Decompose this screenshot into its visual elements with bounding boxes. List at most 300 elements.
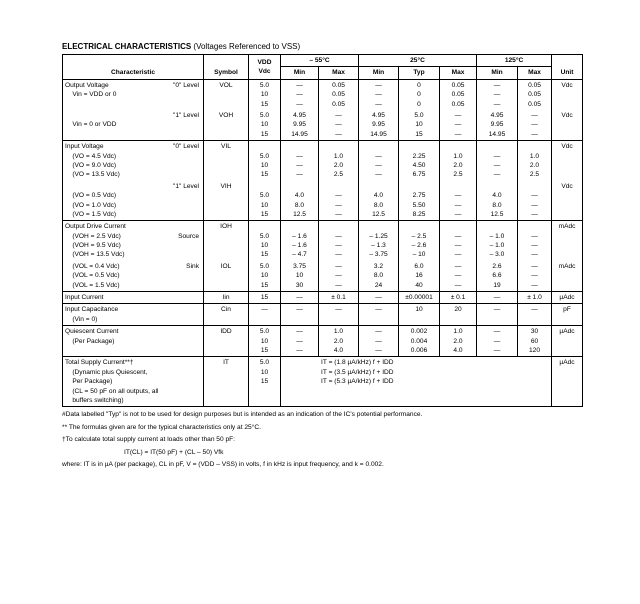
t2typ-cell xyxy=(399,141,440,181)
cell-line: — xyxy=(335,281,342,289)
cell-line: 10 xyxy=(260,242,269,250)
cell-line: — xyxy=(335,272,342,280)
unit-cell: Vdc xyxy=(552,110,583,141)
cell-line: ± 1.0 xyxy=(527,294,542,302)
cell-line: 12.5 xyxy=(293,210,306,218)
t2min-cell xyxy=(359,221,399,261)
vdd-cell xyxy=(249,357,281,407)
cell-line: — xyxy=(335,192,342,200)
characteristic-line xyxy=(65,315,201,324)
cell-line: 40 xyxy=(415,281,423,289)
characteristic-text: (VO = 9.0 Vdc) xyxy=(65,161,117,169)
cell-line: 4.95 xyxy=(490,111,504,119)
header-characteristic: Characteristic xyxy=(63,55,204,80)
cell-line: 5.0 xyxy=(259,111,270,119)
t2max-cell xyxy=(440,292,477,304)
characteristic-text: (VO = 1.5 Vdc) xyxy=(65,210,117,218)
symbol-cell: IDD xyxy=(204,326,249,357)
cell-line: 2.0 xyxy=(333,337,344,345)
cell-line: — xyxy=(375,294,382,302)
cell-line: 2.5 xyxy=(529,171,540,179)
unit-cell: mAdc xyxy=(552,261,583,292)
symbol-cell: IOL xyxy=(204,261,249,292)
cell-line: — xyxy=(531,210,538,218)
t2max-cell xyxy=(440,261,477,292)
cell-line: — xyxy=(531,306,538,314)
unit-cell: mAdc xyxy=(552,221,583,261)
cell-line: — xyxy=(454,232,462,240)
characteristic-text: (Vin = 0) xyxy=(65,315,98,323)
characteristic-cell xyxy=(63,110,204,141)
cell-line: 30 xyxy=(530,328,539,336)
characteristic-text: (VO = 1.0 Vdc) xyxy=(65,201,117,209)
cell-line: 15 xyxy=(260,281,269,289)
cell-line: — xyxy=(454,111,462,119)
cell-line xyxy=(520,222,549,231)
t3max-cell xyxy=(518,326,552,357)
cell-line: — xyxy=(493,306,501,314)
cell-line: 0 xyxy=(417,100,421,108)
cell-line: – 1.0 xyxy=(489,232,505,240)
cell-line: — xyxy=(335,251,342,259)
cell-line: — xyxy=(296,91,303,99)
cell-line: — xyxy=(375,152,382,160)
t1max-cell xyxy=(319,181,359,221)
cell-line: 2.0 xyxy=(333,161,344,169)
t2min-cell xyxy=(359,110,399,141)
cell-line: 0.05 xyxy=(332,91,345,99)
cell-line: 30 xyxy=(295,281,304,289)
vdd-cell xyxy=(249,141,281,181)
characteristic-text: (Per Package) xyxy=(65,337,115,345)
cell-line: — xyxy=(531,281,538,289)
t1min-cell xyxy=(281,141,319,181)
header-symbol: Symbol xyxy=(204,55,249,80)
title-text: ELECTRICAL CHARACTERISTICS xyxy=(62,42,192,51)
cell-line: — xyxy=(335,242,342,250)
cell-line: 8.0 xyxy=(492,201,502,209)
cell-line: 9.95 xyxy=(293,121,306,129)
cell-line: — xyxy=(335,210,342,218)
cell-line xyxy=(442,142,474,151)
t2min-cell xyxy=(359,261,399,292)
cell-line: 2.75 xyxy=(412,192,426,200)
cell-line: ±0.00001 xyxy=(405,294,433,302)
cell-line: — xyxy=(296,346,303,354)
cell-line: — xyxy=(296,100,303,108)
t2min-cell xyxy=(359,292,399,304)
cell-line: — xyxy=(493,152,501,160)
cell-line: — xyxy=(531,232,538,240)
section-title xyxy=(62,42,582,51)
cell-line: 15 xyxy=(260,251,269,259)
cell-line: 1.0 xyxy=(453,152,463,160)
cell-line xyxy=(283,182,316,191)
cell-line: — xyxy=(454,201,462,209)
cell-line: – 1.25 xyxy=(369,232,388,240)
symbol-cell: VIL xyxy=(204,141,249,181)
table-row xyxy=(63,304,583,326)
cell-line: — xyxy=(454,251,462,259)
cell-line xyxy=(520,142,549,151)
cell-line: 5.0 xyxy=(259,81,270,89)
symbol-cell: IOH xyxy=(204,221,249,261)
datasheet-section xyxy=(62,42,582,471)
cell-line: 19 xyxy=(493,281,501,289)
cell-line: 10 xyxy=(415,306,423,314)
cell-line: — xyxy=(296,81,303,89)
characteristic-line xyxy=(65,293,201,302)
footnote-line: where: IT is in µA (per package), CL in pF, V = (VDD – VSS) in volts, f in kHz is input frequency, and k = 0.002. xyxy=(62,460,384,468)
cell-line: 12.5 xyxy=(372,210,385,218)
cell-line: — xyxy=(493,100,501,108)
characteristic-text: (VOH = 9.5 Vdc) xyxy=(65,242,121,250)
t2typ-cell xyxy=(399,261,440,292)
cell-line: 9.95 xyxy=(490,121,504,129)
characteristic-line xyxy=(65,250,201,259)
cell-line: — xyxy=(493,171,501,179)
cell-line: 0.05 xyxy=(528,81,541,89)
cell-line: — xyxy=(454,281,462,289)
cell-line xyxy=(401,222,437,231)
cell-line: 12.5 xyxy=(490,210,504,218)
cell-line: Per Package) xyxy=(65,378,113,386)
table-row xyxy=(63,141,583,181)
cell-line: — xyxy=(335,121,342,129)
header-vdd-unit: Vdc xyxy=(258,67,271,75)
characteristic-line xyxy=(65,271,201,280)
cell-line: 15 xyxy=(260,346,269,354)
cell-line: — xyxy=(335,130,342,138)
unit-cell: µAdc xyxy=(552,292,583,304)
cell-line: 2.0 xyxy=(453,161,463,169)
cell-line: 5.0 xyxy=(414,111,424,119)
cell-line: 10 xyxy=(260,272,269,280)
cell-line: – 2.5 xyxy=(411,232,427,240)
cell-line xyxy=(479,182,515,191)
cell-line: — xyxy=(375,81,382,89)
t2max-cell xyxy=(440,79,477,110)
cell-line: 2.5 xyxy=(453,171,463,179)
t3min-cell xyxy=(477,304,518,326)
cell-line: — xyxy=(296,337,303,345)
cell-line: – 1.0 xyxy=(489,242,505,250)
characteristic-cell xyxy=(63,221,204,261)
t1max-cell xyxy=(319,292,359,304)
cell-line: 0.002 xyxy=(410,328,428,336)
characteristic-line xyxy=(65,327,201,336)
t2max-cell xyxy=(440,181,477,221)
t1max-cell xyxy=(319,141,359,181)
footnotes xyxy=(62,409,582,471)
cell-line: 15 xyxy=(260,378,269,386)
cell-line: — xyxy=(493,91,501,99)
cell-line: 24 xyxy=(374,281,383,289)
characteristic-text: (VOL = 0.4 Vdc) xyxy=(65,262,120,270)
footnote-line: ** The formulas given are for the typical characteristics only at 25°C. xyxy=(62,423,261,431)
cell-line: 5.0 xyxy=(259,359,270,367)
characteristic-text: Input Capacitance xyxy=(65,306,119,314)
footnote-line: IT(CL) = IT(50 pF) + (CL – 50) Vfk xyxy=(124,448,224,456)
cell-line: 15 xyxy=(260,100,269,108)
t2max-cell xyxy=(440,304,477,326)
t1max-cell xyxy=(319,221,359,261)
cell-line xyxy=(361,182,396,191)
symbol-cell: Cin xyxy=(204,304,249,326)
t3min-cell xyxy=(477,221,518,261)
cell-line: — xyxy=(335,262,342,270)
header-unit: Unit xyxy=(552,55,583,80)
cell-line: — xyxy=(493,294,501,302)
cell-line: 15 xyxy=(260,210,269,218)
table-row xyxy=(63,221,583,261)
t2max-cell xyxy=(440,110,477,141)
cell-line: IT = (1.8 µA/kHz) f + IDD xyxy=(321,359,394,367)
t1min-cell xyxy=(281,221,319,261)
cell-line: — xyxy=(375,306,382,314)
characteristic-line xyxy=(65,305,201,314)
header-t3-max: Max xyxy=(518,67,552,79)
t3max-cell xyxy=(518,141,552,181)
header-t1-max: Max xyxy=(319,67,359,79)
cell-line: 2.6 xyxy=(492,262,502,270)
symbol-cell: IT xyxy=(204,357,249,407)
cell-line: 5.50 xyxy=(412,201,426,209)
cell-line: 120 xyxy=(529,346,541,354)
cell-line: 4.0 xyxy=(453,346,463,354)
cell-line: — xyxy=(375,337,382,345)
t1min-cell xyxy=(281,181,319,221)
formula-cell xyxy=(281,357,552,407)
t1min-cell xyxy=(281,261,319,292)
cell-line: — xyxy=(454,262,462,270)
cell-line: buffers switching) xyxy=(65,396,124,404)
characteristic-text: (VOL = 1.5 Vdc) xyxy=(65,281,120,289)
cell-line: — xyxy=(296,294,303,302)
cell-line: 1.0 xyxy=(529,152,540,160)
cell-line xyxy=(361,222,396,231)
cell-line: 16 xyxy=(415,272,423,280)
header-vdd-label: VDD xyxy=(257,58,272,66)
cell-line: 6.75 xyxy=(412,171,426,179)
cell-line: — xyxy=(296,306,303,314)
cell-line: Total Supply Current**† xyxy=(65,359,134,367)
characteristic-line xyxy=(65,337,201,346)
cell-line: IT = (3.5 µA/kHz) f + IDD xyxy=(321,368,394,376)
cell-line: 0.05 xyxy=(451,91,465,99)
cell-line: – 1.3 xyxy=(371,242,386,250)
vdd-cell xyxy=(249,221,281,261)
cell-line: 14.95 xyxy=(291,130,308,138)
characteristic-text: Input Current xyxy=(65,294,104,302)
t1max-cell xyxy=(319,79,359,110)
cell-line: 10 xyxy=(260,121,269,129)
cell-line: – 1.6 xyxy=(292,232,307,240)
cell-line: 2.0 xyxy=(529,161,540,169)
characteristic-line xyxy=(65,222,201,231)
cell-line: 6.6 xyxy=(492,272,502,280)
cell-line: 10 xyxy=(415,121,423,129)
symbol-cell: Iin xyxy=(204,292,249,304)
t1max-cell xyxy=(319,261,359,292)
cell-line: 1.0 xyxy=(453,328,463,336)
cell-line: 10 xyxy=(260,201,269,209)
characteristic-text: (VOH = 2.5 Vdc) xyxy=(65,232,121,240)
t3max-cell xyxy=(518,304,552,326)
cell-line: — xyxy=(454,130,462,138)
cell-line: 0 xyxy=(417,81,421,89)
cell-line xyxy=(479,222,515,231)
cell-line: IT = (5.3 µA/kHz) f + IDD xyxy=(321,378,394,386)
cell-line: — xyxy=(531,251,538,259)
cell-line: 2.0 xyxy=(453,337,463,345)
unit-cell: Vdc xyxy=(552,141,583,181)
cell-line xyxy=(479,142,515,151)
cell-line: — xyxy=(375,91,382,99)
t2typ-cell xyxy=(399,326,440,357)
level-label: Source xyxy=(178,232,199,240)
cell-line: 4.0 xyxy=(294,192,305,200)
cell-line: – 1.6 xyxy=(292,242,307,250)
cell-line: 2.5 xyxy=(333,171,344,179)
characteristic-text: Quiescent Current xyxy=(65,328,119,336)
cell-line: 5.0 xyxy=(259,262,270,270)
t2min-cell xyxy=(359,304,399,326)
characteristic-line xyxy=(65,120,201,129)
cell-line: 9.95 xyxy=(372,121,385,129)
vdd-cell xyxy=(249,79,281,110)
unit-cell: Vdc xyxy=(552,79,583,110)
characteristic-line xyxy=(65,100,201,109)
t3min-cell xyxy=(477,292,518,304)
cell-line: 4.95 xyxy=(372,111,385,119)
table-row xyxy=(63,79,583,110)
table-row xyxy=(63,110,583,141)
unit-cell: Vdc xyxy=(552,181,583,221)
cell-line: 10 xyxy=(260,91,269,99)
cell-line: — xyxy=(375,328,382,336)
table-row xyxy=(63,261,583,292)
characteristic-line xyxy=(65,111,201,120)
table-body xyxy=(63,79,583,407)
cell-line: — xyxy=(493,161,501,169)
t1min-cell xyxy=(281,304,319,326)
table-row xyxy=(63,326,583,357)
cell-line: — xyxy=(335,306,342,314)
unit-cell: µAdc xyxy=(552,326,583,357)
cell-line: — xyxy=(531,121,538,129)
vdd-cell xyxy=(249,304,281,326)
cell-line: 0.05 xyxy=(451,100,465,108)
cell-line: — xyxy=(335,201,342,209)
cell-line xyxy=(321,142,356,151)
cell-line: 4.50 xyxy=(412,161,426,169)
cell-line: (CL = 50 pF on all outputs, all xyxy=(65,387,159,395)
t1max-cell xyxy=(319,304,359,326)
cell-line: — xyxy=(493,328,501,336)
cell-line xyxy=(251,222,278,231)
cell-line: – 4.7 xyxy=(292,251,307,259)
t2typ-cell xyxy=(399,292,440,304)
cell-line: — xyxy=(375,171,382,179)
header-vdd xyxy=(249,55,281,80)
cell-line xyxy=(361,142,396,151)
cell-line: (Dynamic plus Quiescent, xyxy=(65,368,148,376)
level-label: "1" Level xyxy=(173,182,199,190)
cell-line: 15 xyxy=(260,130,269,138)
cell-line: 0.006 xyxy=(410,346,428,354)
cell-line: — xyxy=(454,242,462,250)
vdd-cell xyxy=(249,110,281,141)
t2typ-cell xyxy=(399,110,440,141)
characteristic-text: (VOL = 0.5 Vdc) xyxy=(65,272,120,280)
cell-line: – 3.75 xyxy=(369,251,388,259)
characteristic-line xyxy=(65,81,201,90)
characteristic-text: Input Voltage xyxy=(65,143,104,151)
characteristic-text: (VO = 13.5 Vdc) xyxy=(65,171,120,179)
cell-line: 15 xyxy=(415,130,423,138)
cell-line: 4.0 xyxy=(373,192,384,200)
cell-line: 20 xyxy=(454,306,462,314)
level-label: "0" Level xyxy=(173,81,199,89)
cell-line: — xyxy=(531,242,538,250)
t1min-cell xyxy=(281,110,319,141)
cell-line: — xyxy=(454,210,462,218)
header-t2-min: Min xyxy=(359,67,399,79)
characteristic-line xyxy=(65,281,201,290)
cell-line: — xyxy=(493,337,501,345)
characteristic-line xyxy=(65,142,201,151)
cell-line: — xyxy=(531,192,538,200)
level-label: "1" Level xyxy=(173,111,199,119)
characteristic-text: Vin = 0 or VDD xyxy=(65,121,117,129)
header-temp-125: 125°C xyxy=(477,55,552,67)
cell-line: 0.004 xyxy=(410,337,428,345)
t3max-cell xyxy=(518,261,552,292)
characteristic-text: Vin = VDD or 0 xyxy=(65,91,117,99)
cell-line: 15 xyxy=(260,294,269,302)
characteristic-cell xyxy=(63,292,204,304)
characteristic-line xyxy=(65,210,201,219)
characteristic-line xyxy=(65,161,201,170)
cell-line: 10 xyxy=(260,161,269,169)
characteristic-line xyxy=(65,232,201,241)
unit-cell: µAdc xyxy=(552,357,583,407)
t2min-cell xyxy=(359,79,399,110)
cell-line: 6.0 xyxy=(414,262,424,270)
cell-line: — xyxy=(375,161,382,169)
cell-line: — xyxy=(261,306,268,314)
table-row-total-supply xyxy=(63,357,583,407)
header-t2-typ: Typ xyxy=(399,67,440,79)
t2min-cell xyxy=(359,326,399,357)
t3min-cell xyxy=(477,181,518,221)
cell-line: – 3.0 xyxy=(489,251,505,259)
t3min-cell xyxy=(477,79,518,110)
characteristic-line xyxy=(65,152,201,161)
cell-line: 8.0 xyxy=(373,272,384,280)
characteristic-line xyxy=(65,201,201,210)
table-row xyxy=(63,181,583,221)
t3max-cell xyxy=(518,110,552,141)
cell-line: — xyxy=(454,272,462,280)
cell-line xyxy=(321,182,356,191)
level-label: Sink xyxy=(186,262,199,270)
cell-line: 5.0 xyxy=(259,192,270,200)
characteristic-cell xyxy=(63,141,204,181)
vdd-cell xyxy=(249,326,281,357)
t2typ-cell xyxy=(399,221,440,261)
